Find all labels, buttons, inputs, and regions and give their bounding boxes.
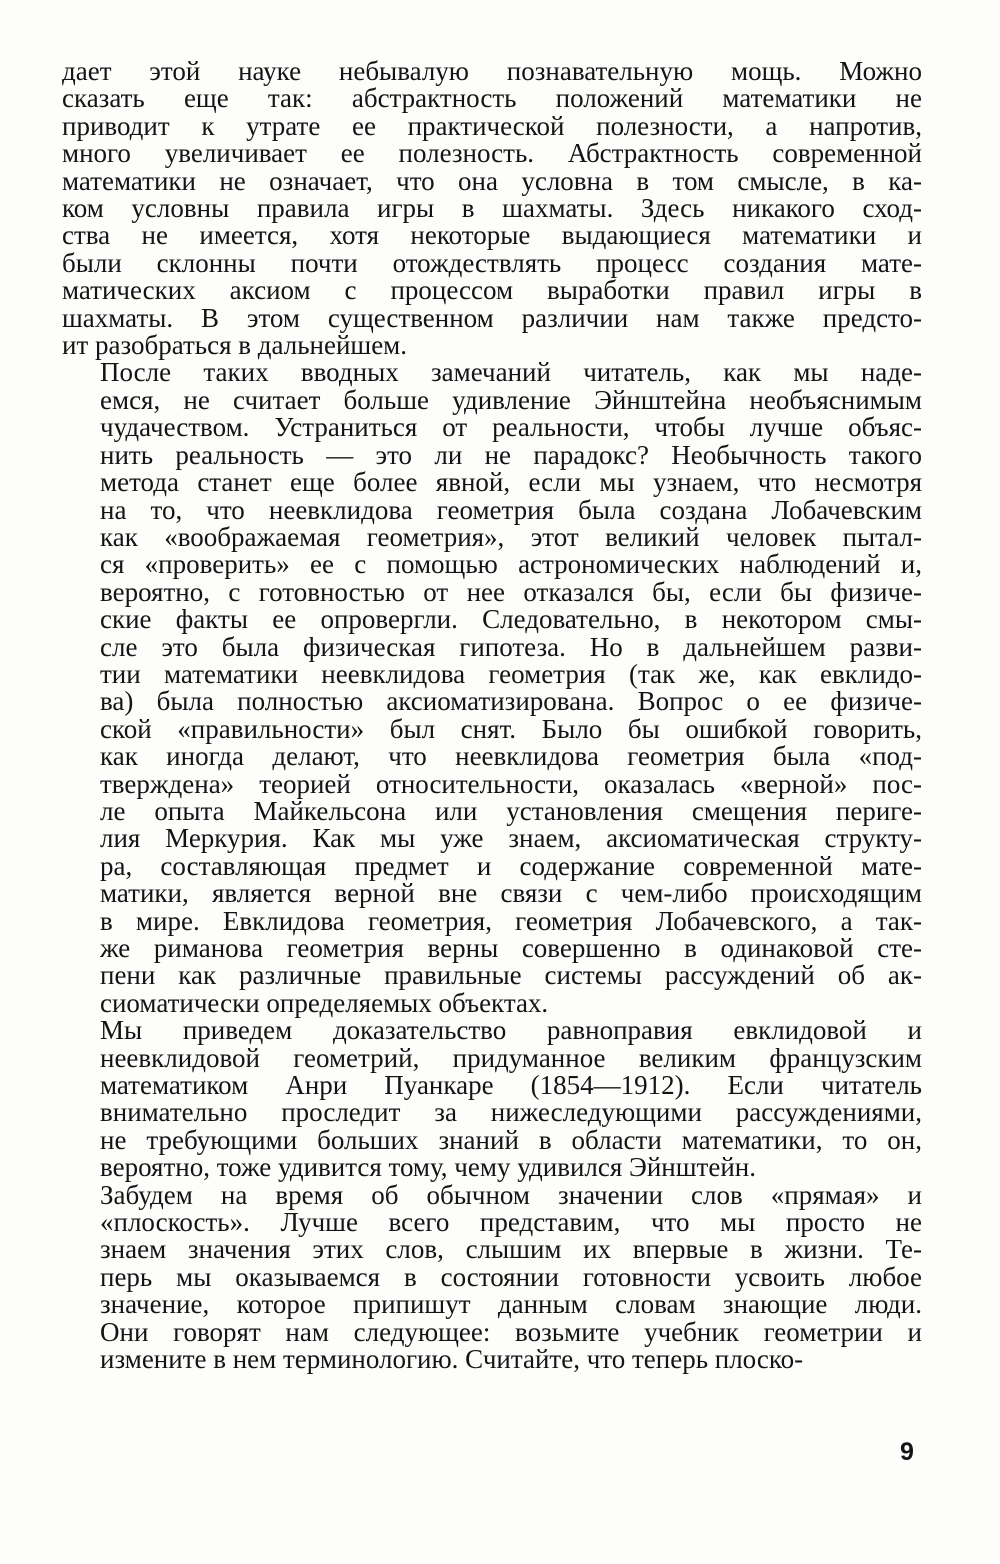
body-text bbox=[62, 58, 922, 1374]
text-line: шахматы. В этом существенном различии нам также предсто- bbox=[62, 302, 922, 333]
paragraph bbox=[62, 359, 922, 1017]
text-line: матики, является верной вне связи с чем-либо происходящим bbox=[100, 878, 922, 909]
text-line: внимательно проследит за нижеследующими рассуждениями, bbox=[100, 1097, 922, 1128]
text-line: сказать еще так: абстрактность положений математики не bbox=[62, 83, 922, 114]
text-line: не требующими больших знаний в области математики, то он, bbox=[100, 1124, 922, 1155]
text-line: ит разобраться в дальнейшем. bbox=[62, 330, 408, 361]
text-line: «плоскость». Лучше всего представим, что мы просто не bbox=[100, 1207, 922, 1238]
text-line: на то, что неевклидова геометрия была создана Лобачевским bbox=[100, 494, 922, 525]
paragraph bbox=[62, 58, 922, 359]
text-line: же риманова геометрия верны совершенно в одинаковой сте- bbox=[100, 933, 922, 963]
text-line: матических аксиом с процессом выработки правил игры в bbox=[62, 275, 922, 306]
text-line: математики не означает, что она условна в том смысле, в ка- bbox=[62, 165, 922, 196]
text-line: знаем значения этих слов, слышим их впервые в жизни. Те- bbox=[100, 1234, 922, 1265]
text-line: лия Меркурия. Как мы уже знаем, аксиоматическая структу- bbox=[100, 823, 922, 854]
text-line: вероятно, с готовностью от нее отказался бы, если бы физиче- bbox=[100, 576, 922, 607]
text-line: ские факты ее опровергли. Следовательно, в некотором смы- bbox=[100, 604, 922, 635]
text-line: емся, не считает больше удивление Эйнштейна необъяснимым bbox=[100, 384, 922, 415]
text-line: тверждена» теорией относительности, оказалась «верной» пос- bbox=[100, 768, 922, 799]
text-line: перь мы оказываемся в состоянии готовности усвоить любое bbox=[100, 1261, 922, 1292]
paragraph bbox=[62, 1179, 922, 1375]
text-line: ства не имеется, хотя некоторые выдающиеся математики и bbox=[62, 220, 922, 251]
paragraph bbox=[62, 1017, 922, 1181]
text-line: дает этой науке небывалую познавательную мощь. Можно bbox=[62, 56, 922, 86]
text-line: значение, которое припишут данным словам знающие люди. bbox=[100, 1289, 922, 1320]
text-line: неевклидовой геометрий, придуманное великим французским bbox=[100, 1042, 922, 1073]
text-line: приводит к утрате ее практической полезности, а напротив, bbox=[62, 110, 922, 141]
text-line: После таких вводных замечаний читатель, как мы наде- bbox=[100, 357, 922, 388]
text-line: Они говорят нам следующее: возьмите учебник геометрии и bbox=[100, 1316, 922, 1347]
text-line: как иногда делают, что неевклидова геометрия была «под- bbox=[100, 741, 922, 772]
text-line: чудачеством. Устраниться от реальности, чтобы лучше объяс- bbox=[100, 412, 922, 443]
text-line: нить реальность — это ли не парадокс? Необычность такого bbox=[100, 439, 922, 470]
text-line: вероятно, тоже удивится тому, чему удивился Эйнштейн. bbox=[100, 1152, 756, 1183]
text-line: Забудем на время об обычном значении слов «прямая» и bbox=[100, 1179, 922, 1210]
text-line: были склонны почти отождествлять процесс создания мате- bbox=[62, 247, 922, 278]
text-line: ской «правильности» был снят. Было бы ошибкой говорить, bbox=[100, 713, 922, 744]
text-line: ва) была полностью аксиоматизирована. Вопрос о ее физиче- bbox=[100, 686, 922, 717]
text-line: метода станет еще более явной, если мы узнаем, что несмотря bbox=[100, 467, 922, 498]
text-line: ком условны правила игры в шахматы. Здесь никакого сход- bbox=[62, 193, 922, 224]
page-number: 9 bbox=[900, 1438, 914, 1466]
text-line: в мире. Евклидова геометрия, геометрия Лобачевского, а так- bbox=[100, 905, 922, 936]
text-line: сле это была физическая гипотеза. Но в дальнейшем разви- bbox=[100, 631, 922, 662]
text-line: много увеличивает ее полезность. Абстрактность современной bbox=[62, 138, 922, 169]
text-line: пени как различные правильные системы рассуждений об ак- bbox=[100, 960, 922, 991]
text-line: Мы приведем доказательство равноправия евклидовой и bbox=[100, 1015, 922, 1046]
text-line: как «воображаемая геометрия», этот великий человек пытал- bbox=[100, 521, 922, 552]
text-line: ра, составляющая предмет и содержание современной мате- bbox=[100, 850, 922, 881]
text-line: ле опыта Майкельсона или установления смещения периге- bbox=[100, 795, 922, 826]
text-line: тии математики неевклидова геометрия (так же, как евклидо- bbox=[100, 658, 922, 689]
text-line: измените в нем терминологию. Считайте, что теперь плоско- bbox=[100, 1344, 804, 1375]
text-line: математиком Анри Пуанкаре (1854—1912). Если читатель bbox=[100, 1070, 922, 1101]
text-line: сиоматически определяемых объектах. bbox=[100, 987, 549, 1018]
text-line: ся «проверить» ее с помощью астрономических наблюдений и, bbox=[100, 549, 922, 580]
